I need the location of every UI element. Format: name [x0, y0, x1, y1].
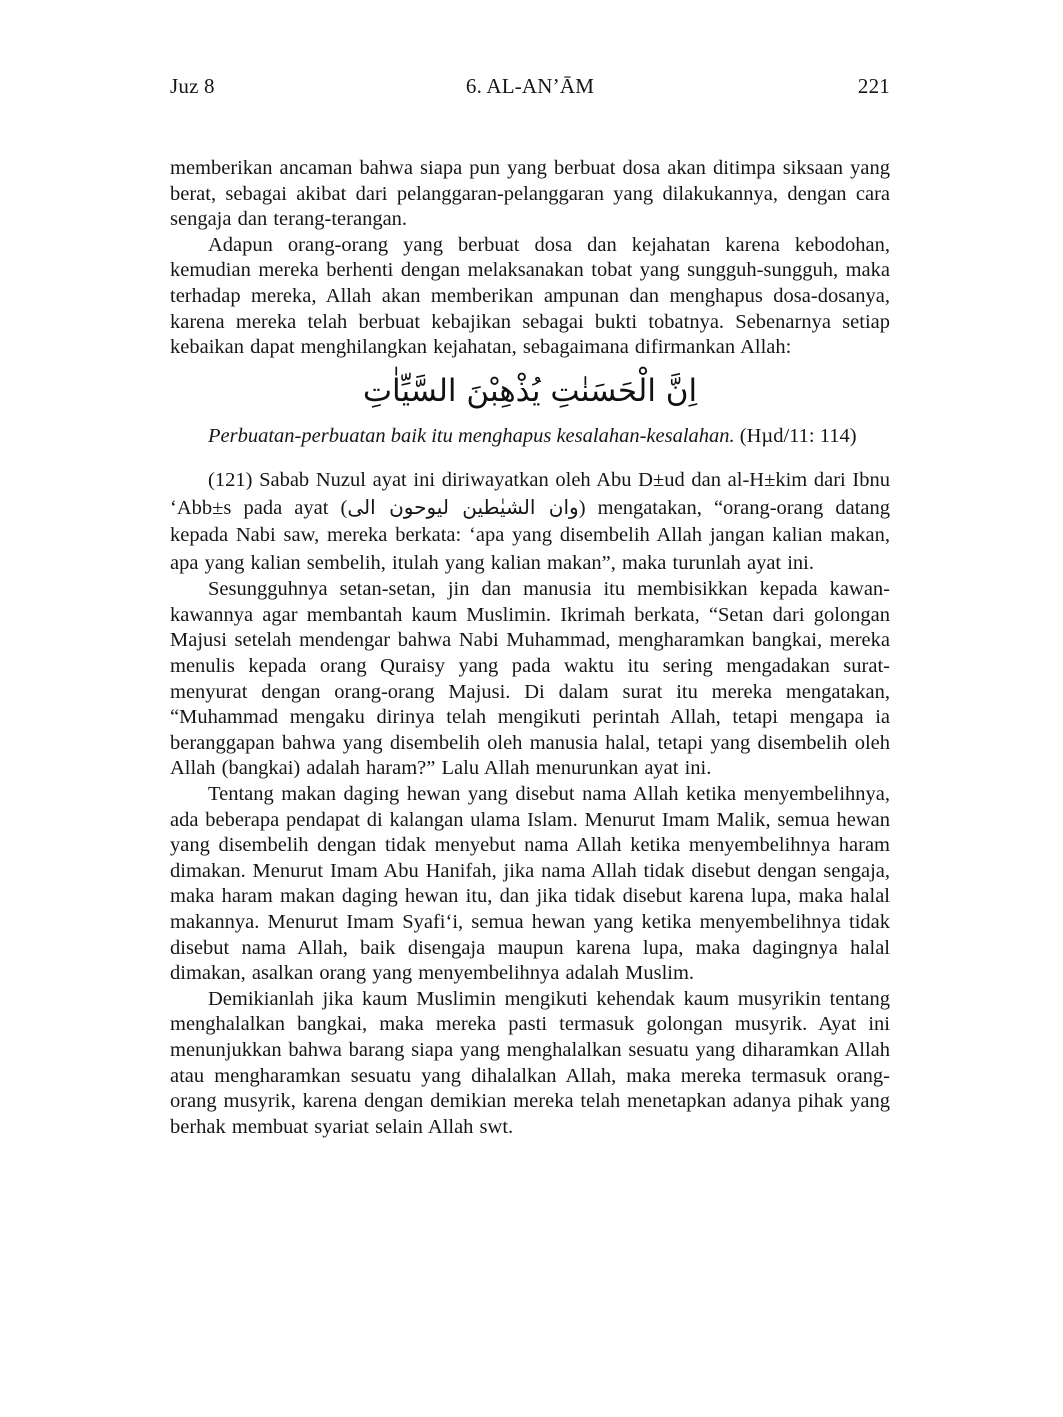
paragraph-setan: Sesungguhnya setan-setan, jin dan manusia itu membisikkan kepada kawan-kawannya agar membantah kaum Muslimin. Ikrimah berkata, “Setan dari golongan Majusi setelah mendengar bahwa Nabi Muhammad, mengharamkan bangkai, mereka menulis kepada orang Quraisy yang pada waktu itu sering mengadakan surat-menyurat dengan orang-orang Majusi. Di dalam surat itu mereka mengatakan, “Muhammad mengaku dirinya telah mengikuti perintah Allah, tetapi mengapa ia beranggapan bahwa yang disembelih oleh manusia halal, tetapi yang disembelih oleh Allah (bangkai) adalah haram?” Lalu Allah menurunkan ayat ini. — [170, 578, 890, 780]
arabic-verse: اِنَّ الْحَسَنٰتِ يُذْهِبْنَ السَّيِّاٰتِ — [362, 372, 698, 409]
inline-arabic-citation: وان الشيٰطين ليوحون الى — [347, 494, 579, 519]
paragraph-tobat: Adapun orang-orang yang berbuat dosa dan kejahatan karena kebodohan, kemudian mereka berhenti dengan melaksanakan tobat yang sungguh-sungguh, maka terhadap mereka, Allah akan memberikan ampunan dan menghapus dosa-dosanya, karena mereka telah berbuat kebajikan sebagai bukti tobatnya. Sebenarnya setiap kebaikan dapat menghilangkan kejahatan, sebagaimana difirmankan Allah: — [170, 233, 890, 359]
sabab-nuzul-text-before: (121) Sabab Nuzul ayat ini diriwayatkan oleh Abu D±ud dan al-H±kim dari Ibnu ‘Abb±s pada ayat ( — [170, 469, 890, 519]
verse-translation — [170, 423, 890, 449]
paragraph-penutup: Demikianlah jika kaum Muslimin mengikuti kehendak kaum musyrikin tentang menghalalkan bangkai, maka mereka pasti termasuk golongan musyrik. Ayat ini menunjukkan bahwa barang siapa yang menghalalkan sesuatu yang diharamkan Allah atau mengharamkan sesuatu yang dihalalkan Allah, maka mereka termasuk orang-orang musyrik, karena dengan demikian mereka telah menetapkan adanya pihak yang berhak membuat syariat selain Allah swt. — [170, 987, 890, 1138]
page-header — [170, 74, 890, 99]
paragraph-pendapat-ulama: Tentang makan daging hewan yang disebut nama Allah ketika menyembelihnya, ada beberapa pendapat di kalangan ulama Islam. Menurut Imam Malik, semua hewan yang disembelih dengan tidak menyebut nama Allah ketika menyembelihnya haram dimakan. Menurut Imam Abu Hanifah, jika nama Allah tidak disebut dengan sengaja, maka haram makan daging hewan itu, dan jika tidak disebut karena lupa, maka halal makannya. Menurut Imam Syafi‘i, semua hewan yang ketika menyembelihnya tidak disebut nama Allah, baik disengaja maupun karena lupa, maka dagingnya halal dimakan, asalkan orang yang menyembelihnya adalah Muslim. — [170, 783, 890, 985]
translation-italic-text: Perbuatan-perbuatan baik itu menghapus kesalahan-kesalahan. — [208, 425, 735, 448]
paragraph-sabab-nuzul — [170, 467, 890, 577]
page-body — [170, 156, 890, 1140]
page-number: 221 — [857, 74, 890, 98]
paragraph-continuation: memberikan ancaman bahwa siapa pun yang berbuat dosa akan ditimpa siksaan yang berat, sebagai akibat dari pelanggaran-pelanggaran yang dilakukannya, dengan cara sengaja dan terang-terangan. — [170, 157, 890, 231]
sabab-nuzul-text-after: ) mengatakan, “orang-orang datang kepada Nabi saw, mereka berkata: ‘apa yang disembelih Allah jangan kalian makan, apa yang kalian sembelih, itulah yang kalian makan”, maka turunlah ayat ini. — [170, 496, 890, 574]
juz-label: Juz 8 — [170, 74, 215, 98]
verse-reference: (Hµd/11: 114) — [739, 425, 857, 448]
surah-title: 6. AL-AN’ĀM — [465, 74, 595, 98]
